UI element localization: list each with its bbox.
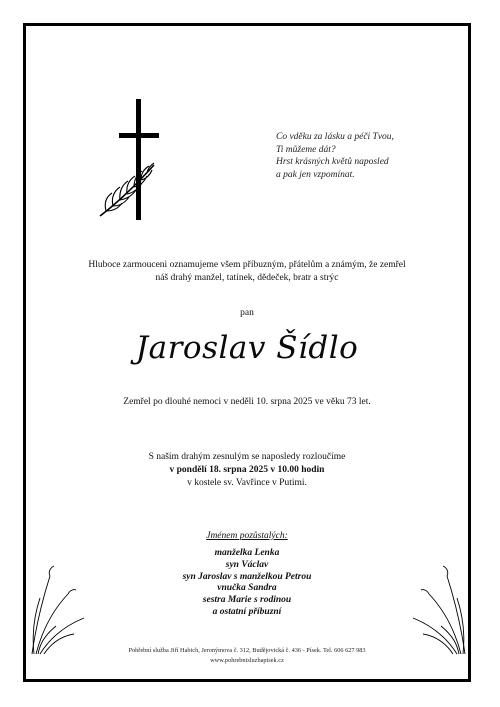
mourners-list bbox=[23, 548, 471, 619]
mourner: sestra Marie s rodinou bbox=[202, 595, 292, 606]
funeral-line: S naším drahým zesnulým se naposledy rozloučíme bbox=[148, 452, 346, 462]
announcement-text bbox=[23, 259, 471, 285]
mourner: syn Václav bbox=[225, 559, 269, 570]
announcement-line: náš drahý manžel, tatínek, dědeček, bratr a strýc bbox=[155, 273, 339, 283]
funeral-location: v kostele sv. Vavřince v Putimi. bbox=[187, 478, 307, 488]
footer-contact: Pohřební služba Jiří Habich, Jeronýmova č. 312, Budějovická č. 436 - Písek. Tel. 606 627 983 bbox=[128, 647, 366, 654]
mourner: manželka Lenka bbox=[214, 548, 280, 558]
mourner: vnučka Sandra bbox=[217, 583, 277, 594]
mourner: syn Jaroslav s manželkou Petrou bbox=[182, 571, 312, 582]
cross-with-palm-branch-icon bbox=[96, 99, 168, 226]
title-pan: pan bbox=[240, 308, 254, 318]
mourner: a ostatní příbuzní bbox=[212, 606, 282, 617]
poem-line: a pak jen vzpomínat. bbox=[276, 169, 355, 180]
funeral-details bbox=[23, 451, 471, 490]
funeral-date: v pondělí 18. srpna 2025 v 10.00 hodin bbox=[169, 465, 325, 475]
poem-line: Co vděku za lásku a péči Tvou, bbox=[276, 132, 394, 142]
mourners-heading: Jménem pozůstalých: bbox=[206, 531, 288, 541]
death-details: Zemřel po dlouhé nemoci v neděli 10. srpna 2025 ve věku 73 let. bbox=[123, 397, 371, 407]
funeral-service-footer bbox=[23, 646, 471, 665]
announcement-line: Hluboce zarmouceni oznamujeme všem příbuzným, přátelům a známým, že zemřel bbox=[88, 260, 406, 270]
poem-line: Ti můžeme dát? bbox=[276, 144, 336, 155]
deceased-name: Jaroslav Šídlo bbox=[135, 330, 359, 366]
footer-website: www.pohrebnisluzbapisek.cz bbox=[210, 656, 284, 664]
memorial-poem bbox=[276, 131, 476, 181]
poem-line: Hrst krásných květů naposled bbox=[276, 157, 389, 167]
